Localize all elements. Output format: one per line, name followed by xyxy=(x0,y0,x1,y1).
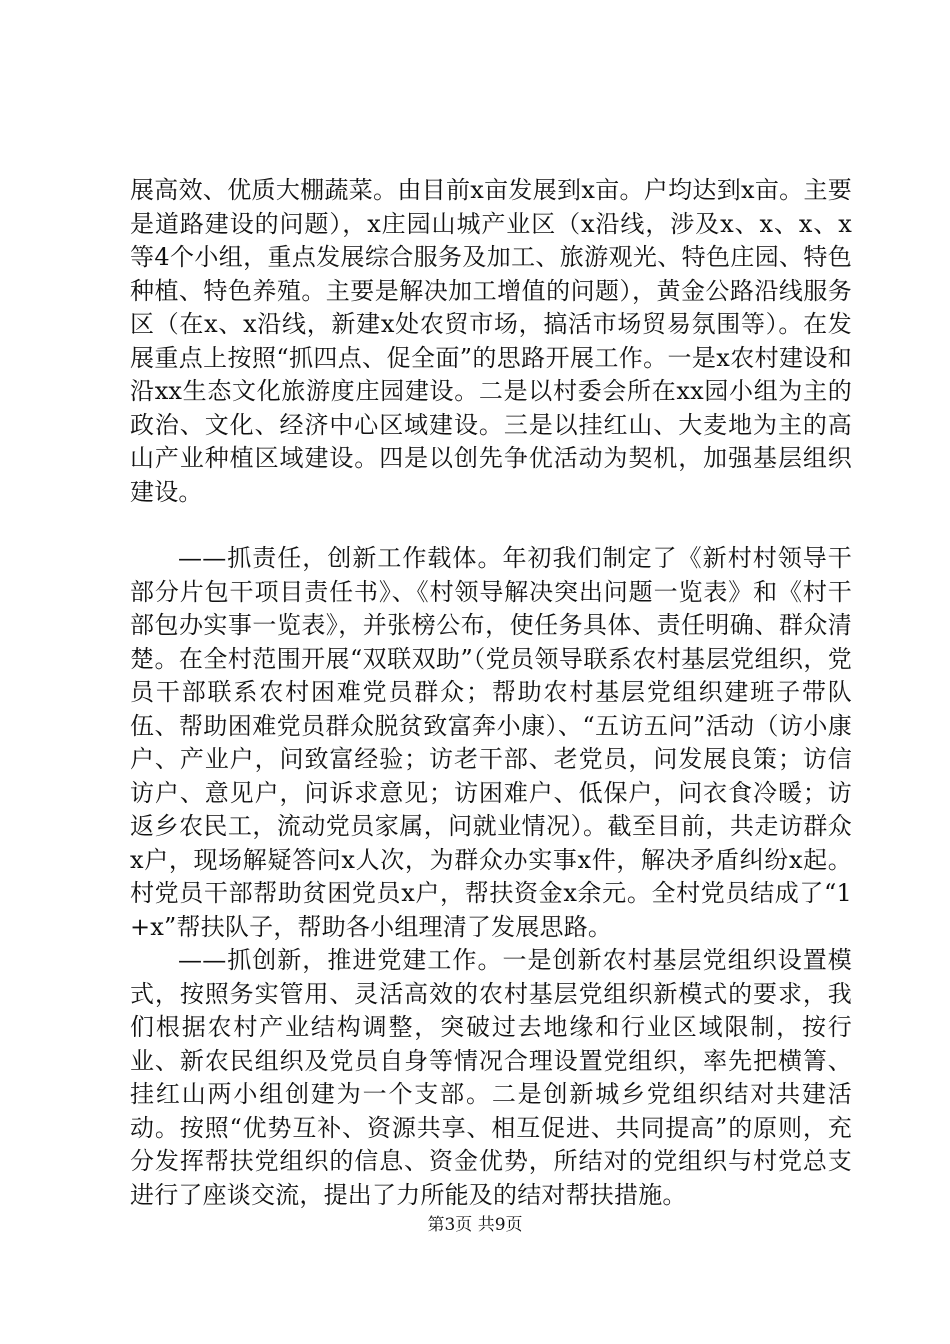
paragraph-innovation: ——抓创新，推进党建工作。一是创新农村基层党组织设置模式，按照务实管用、灵活高效的农村基层党组织新模式的要求，我们根据农村产业结构调整，突破过去地缘和行业区域限制，按行业、新农民组织及党员自身等情况合理设置党组织，率先把横箐、挂红山两小组创建为一个支部。二是创新城乡党组织结对共建活动。按照“优势互补、资源共享、相互促进、共同提高”的原则，充分发挥帮扶党组织的信息、资金优势，所结对的党组织与村党总支进行了座谈交流，提出了力所能及的结对帮扶措施。 xyxy=(130,946,852,1209)
document-body xyxy=(130,174,852,1212)
paragraph-continued: 展高效、优质大棚蔬菜。由目前x亩发展到x亩。户均达到x亩。主要是道路建设的问题），x庄园山城产业区（x沿线，涉及x、x、x、x等4个小组，重点发展综合服务及加工、旅游观光、特色庄园、特色种植、特色养殖。主要是解决加工增值的问题），黄金公路沿线服务区（在x、x沿线，新建x处农贸市场，搞活市场贸易氛围等）。在发展重点上按照“抓四点、促全面”的思路开展工作。一是x农村建设和沿xx生态文化旅游度庄园建设。二是以村委会所在xx园小组为主的政治、文化、经济中心区域建设。三是以挂红山、大麦地为主的高山产业种植区域建设。四是以创先争优活动为契机，加强基层组织建设。 xyxy=(130,176,852,506)
paragraph-responsibility: ——抓责任，创新工作载体。年初我们制定了《新村村领导干部分片包干项目责任书》、《村领导解决突出问题一览表》和《村干部包办实事一览表》，并张榜公布，使任务具体、责任明确、群众清楚。在全村范围开展“双联双助”（党员领导联系农村基层党组织，党员干部联系农村困难党员群众；帮助农村基层党组织建班子带队伍、帮助困难党员群众脱贫致富奔小康）、“五访五问”活动（访小康户、产业户，问致富经验；访老干部、老党员，问发展良策；访信访户、意见户，问诉求意见；访困难户、低保户，问衣食冷暖；访返乡农民工，流动党员家属，问就业情况）。截至目前，共走访群众x户，现场解疑答问x人次，为群众办实事x件，解决矛盾纠纷x起。村党员干部帮助贫困党员x户，帮扶资金x余元。全村党员结成了“1+x”帮扶队子，帮助各小组理清了发展思路。 xyxy=(130,544,852,941)
page-footer: 第3页 共9页 xyxy=(427,1215,523,1235)
paragraph-gap xyxy=(130,509,852,542)
